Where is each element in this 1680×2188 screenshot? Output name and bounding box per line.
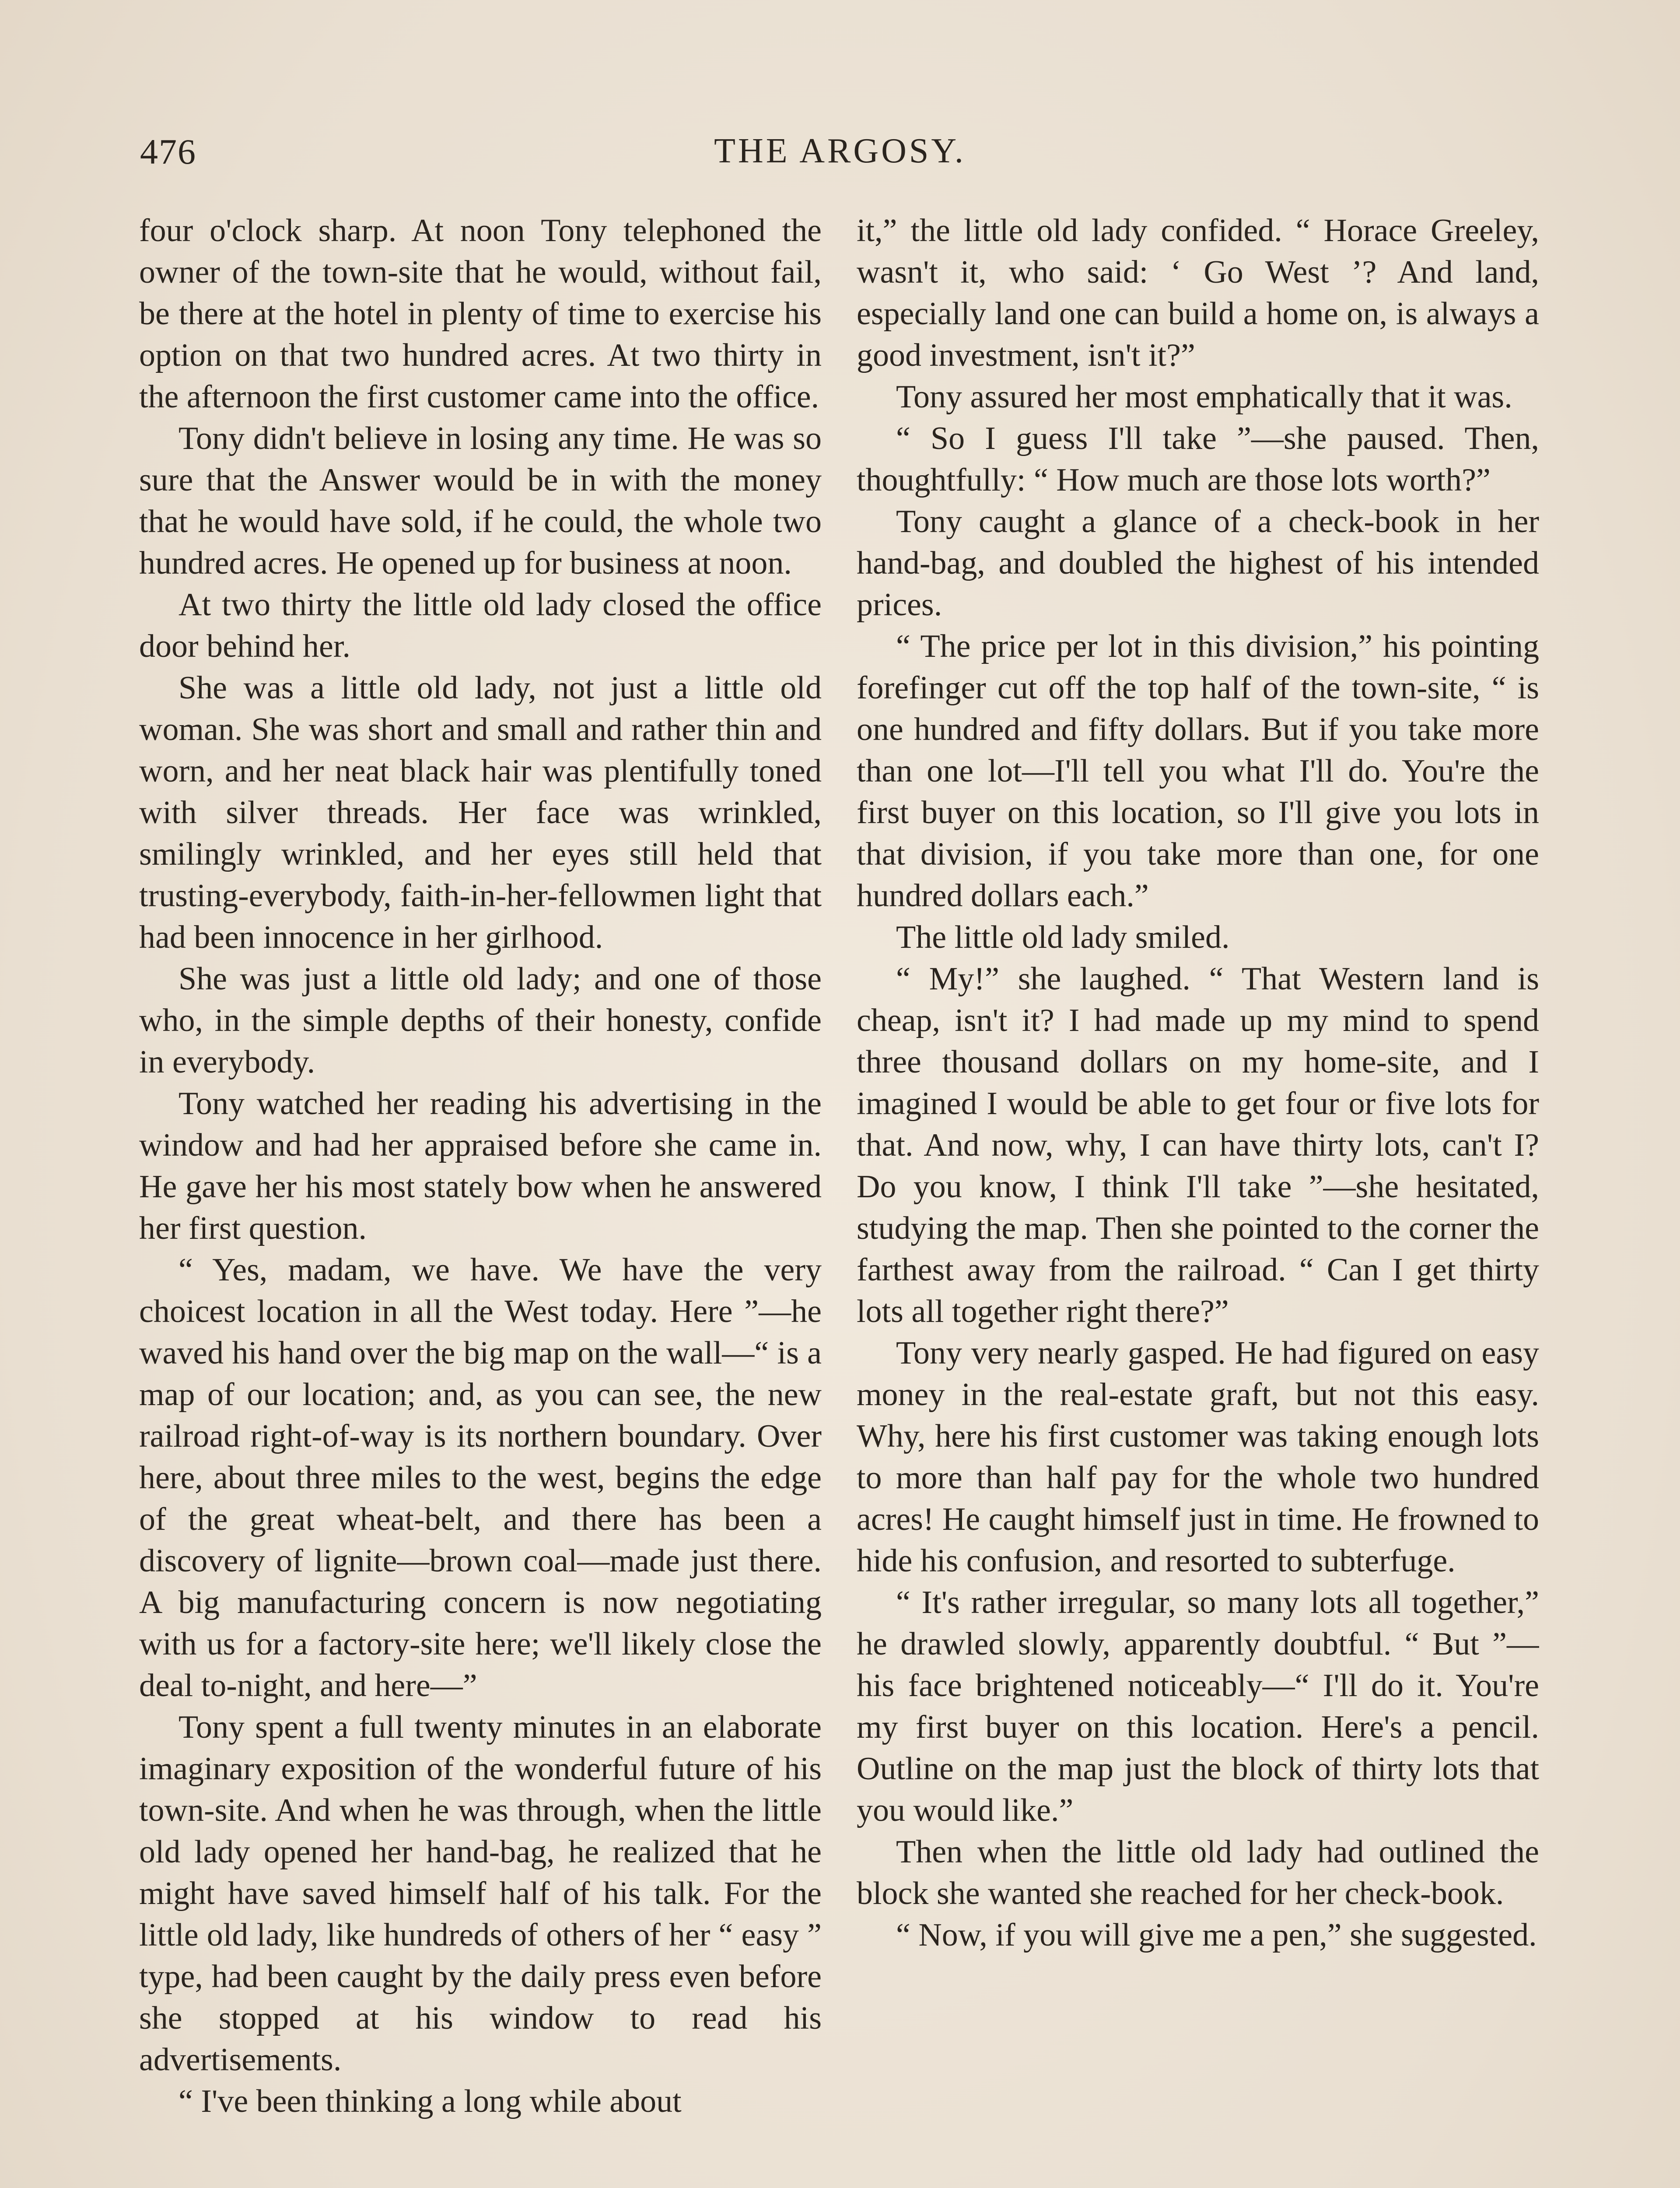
paragraph: The little old lady smiled. xyxy=(896,919,1230,955)
paragraph: “ Yes, madam, we have. We have the very choicest location in all the West today. Here ”—he waved his hand over the big map on the wall—“ is a map of our location; and, as you can see, the new railroad right-of-way is its northern boundary. Over here, about three miles to the west, begins the edge of the great wheat-belt, and there has been a discovery of lignite—brown coal—made just there. A big manufacturing concern is now negotiating with us for a factory-site here; we'll likely close the deal to-night, and here—” xyxy=(139,1252,822,1704)
right-column xyxy=(857,210,1539,2188)
left-column xyxy=(139,210,822,2188)
paragraph: She was a little old lady, not just a little old woman. She was short and small and rather thin and worn, and her neat black hair was plentifully toned with silver threads. Her face was wrinkled, smilingly wrinkled, and her eyes still held that trusting-everybody, faith-in-her-fellowmen light that had been innocence in her girlhood. xyxy=(139,670,822,955)
text-columns xyxy=(139,210,1539,2188)
paragraph: “ My!” she laughed. “ That Western land is cheap, isn't it? I had made up my mind to spend three thousand dollars on my home-site, and I imagined I would be able to get four or five lots for that. And now, why, I can have thirty lots, can't I? Do you know, I think I'll take ”—she hesitated, studying the map. Then she pointed to the corner the farthest away from the railroad. “ Can I get thirty lots all together right there?” xyxy=(857,961,1539,1329)
paragraph: “ I've been thinking a long while about xyxy=(178,2083,682,2119)
page-number: 476 xyxy=(140,132,196,172)
paragraph: Tony spent a full twenty minutes in an elaborate imaginary exposition of the wonderful future of his town-site. And when he was through, when the little old lady opened her hand-bag, he realized that he might have saved himself half of his talk. For the little old lady, like hundreds of others of her “ easy ” type, had been caught by the daily press even before she stopped at his window to read his advertisements. xyxy=(139,1709,822,2078)
paragraph: Then when the little old lady had outlined the block she wanted she reached for her check-book. xyxy=(857,1834,1539,1911)
paragraph: Tony very nearly gasped. He had figured on easy money in the real-estate graft, but not this easy. Why, here his first customer was taking enough lots to more than half pay for the whole two hundred acres! He caught himself just in time. He frowned to hide his confusion, and resorted to subterfuge. xyxy=(857,1335,1539,1579)
running-title: THE ARGOSY. xyxy=(714,132,966,170)
paragraph: Tony assured her most emphatically that it was. xyxy=(896,379,1512,415)
paragraph: Tony caught a glance of a check-book in her hand-bag, and doubled the highest of his intended prices. xyxy=(857,504,1539,623)
paragraph: “ Now, if you will give me a pen,” she suggested. xyxy=(896,1917,1537,1953)
paragraph: it,” the little old lady confided. “ Horace Greeley, wasn't it, who said: ‘ Go West ’? And land, especially land one can build a home on, is always a good investment, isn't it?” xyxy=(857,213,1539,373)
paragraph: “ So I guess I'll take ”—she paused. Then, thoughtfully: “ How much are those lots worth?” xyxy=(857,421,1539,498)
paragraph: She was just a little old lady; and one of those who, in the simple depths of their honesty, confide in everybody. xyxy=(139,961,822,1080)
paragraph: “ The price per lot in this division,” his pointing forefinger cut off the top half of the town-site, “ is one hundred and fifty dollars. But if you take more than one lot—I'll tell you what I'll do. You're the first buyer on this location, so I'll give you lots in that division, if you take more than one, for one hundred dollars each.” xyxy=(857,628,1539,914)
page-header xyxy=(140,131,1540,184)
paragraph: Tony didn't believe in losing any time. He was so sure that the Answer would be in with the money that he would have sold, if he could, the whole two hundred acres. He opened up for business at noon. xyxy=(139,421,822,581)
paragraph: four o'clock sharp. At noon Tony telephoned the owner of the town-site that he would, without fail, be there at the hotel in plenty of time to exercise his option on that two hundred acres. At two thirty in the afternoon the first customer came into the office. xyxy=(139,213,822,415)
paragraph: Tony watched her reading his advertising in the window and had her appraised before she came in. He gave her his most stately bow when he answered her first question. xyxy=(139,1086,822,1246)
paragraph: “ It's rather irregular, so many lots all together,” he drawled slowly, apparently doubtful. “ But ”—his face brightened noticeably—“ I'll do it. You're my first buyer on this location. Here's a pencil. Outline on the map just the block of thirty lots that you would like.” xyxy=(857,1585,1539,1828)
paragraph: At two thirty the little old lady closed the office door behind her. xyxy=(139,587,822,664)
